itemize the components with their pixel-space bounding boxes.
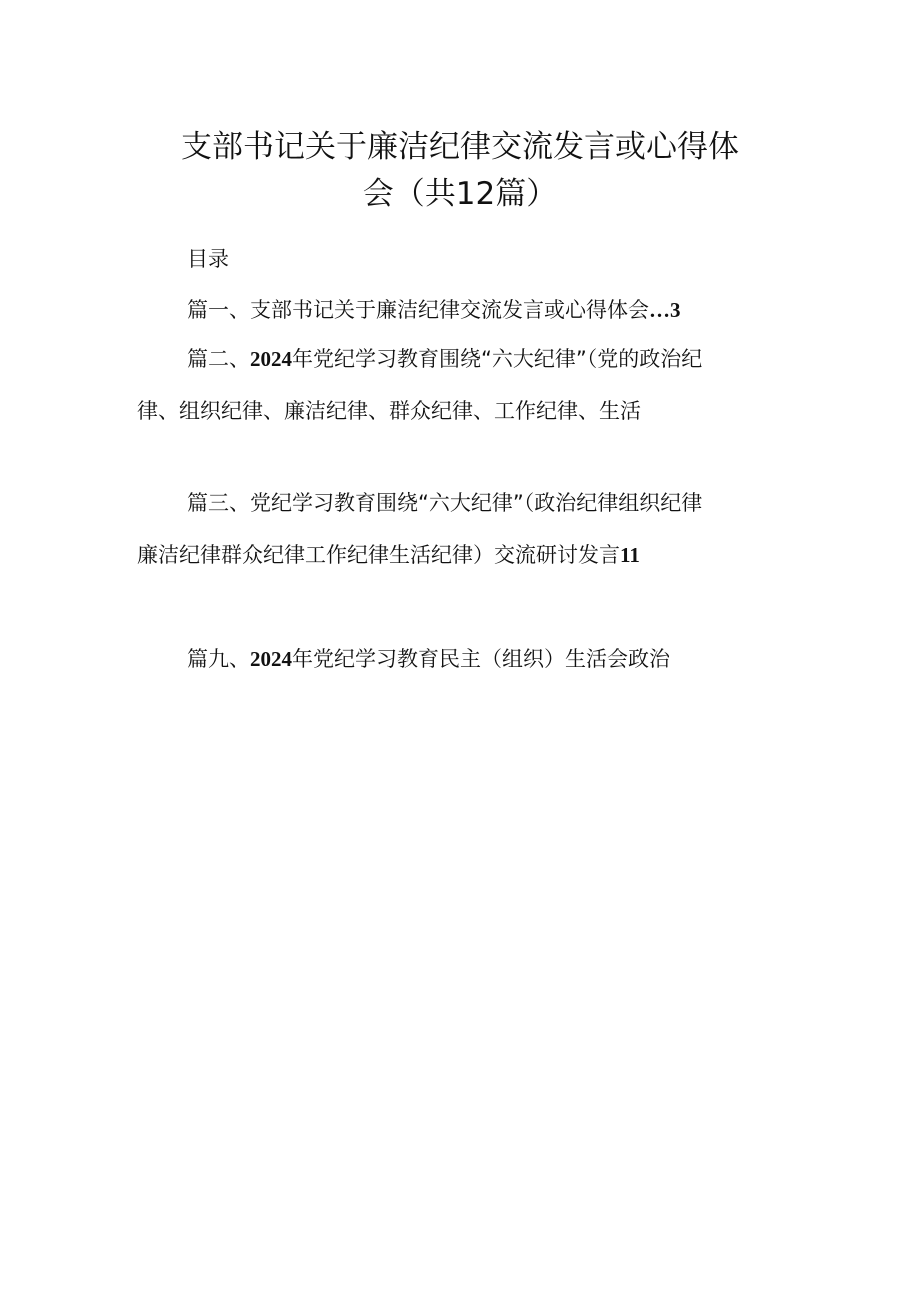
- toc-entry-text: 廉洁纪律群众纪律工作纪律生活纪律）交流研讨发言: [137, 543, 620, 567]
- toc-entry-9[interactable]: [137, 633, 797, 685]
- toc-heading: 目录: [187, 247, 229, 271]
- toc-page-number: 11: [620, 543, 640, 567]
- document-title: [120, 124, 800, 218]
- toc-entry-2[interactable]: [137, 333, 797, 437]
- toc-entry-line: [137, 529, 797, 581]
- toc-entry-1[interactable]: [137, 284, 797, 336]
- toc-entry-prefix: 篇二、: [187, 347, 250, 371]
- toc-page-number: 3: [670, 298, 681, 322]
- toc-entry-text: 年党纪学习教育围绕“六大纪律”（党的政治纪: [292, 347, 703, 371]
- toc-entry-line: [137, 284, 797, 336]
- title-line-1: 支部书记关于廉洁纪律交流发言或心得体: [181, 129, 739, 165]
- toc-entry-year: 2024: [250, 647, 292, 671]
- title-line-2: 会（共12篇）: [362, 176, 558, 212]
- toc-entry-line: 篇三、党纪学习教育围绕“六大纪律”（政治纪律组织纪律: [187, 491, 703, 515]
- toc-entry-text: 年党纪学习教育民主（组织）生活会政治: [292, 647, 670, 671]
- toc-entry-prefix: 篇九、: [187, 647, 250, 671]
- toc-entry-year: 2024: [250, 347, 292, 371]
- toc-entry-text: 篇一、支部书记关于廉洁纪律交流发言或心得体会: [187, 298, 649, 322]
- toc-entry-line: [137, 333, 797, 385]
- toc-entry-line: [137, 633, 797, 685]
- toc-leader: …: [649, 298, 670, 322]
- toc-entry-line: 律、组织纪律、廉洁纪律、群众纪律、工作纪律、生活: [137, 399, 641, 423]
- toc-entry-3[interactable]: [137, 477, 797, 581]
